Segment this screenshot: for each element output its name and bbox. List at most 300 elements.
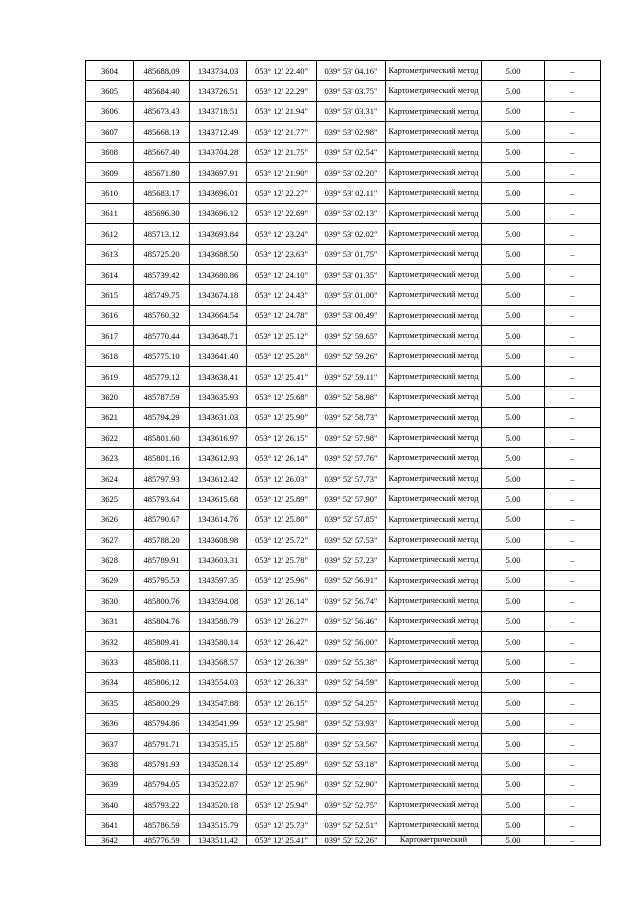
point-number-cell: 3616 [86,305,134,325]
latitude-cell: 053° 12' 25.68" [247,387,317,407]
table-row [86,122,601,142]
accuracy-cell: 5.00 [482,754,545,774]
point-number-cell: 3641 [86,815,134,835]
y-coordinate-cell: 1343674.18 [190,285,247,305]
y-coordinate-cell: 1343594.08 [190,591,247,611]
table-row [86,387,601,407]
x-coordinate-cell: 485797.93 [134,468,190,488]
table-row [86,652,601,672]
accuracy-cell: 5.00 [482,428,545,448]
accuracy-cell: 5.00 [482,142,545,162]
latitude-cell: 053° 12' 21.90" [247,162,317,182]
x-coordinate-cell: 485684.40 [134,81,190,101]
table-row [86,285,601,305]
method-cell: Картометрический метод [386,407,482,427]
table-row [86,550,601,570]
accuracy-cell: 5.00 [482,203,545,223]
y-coordinate-cell: 1343580.14 [190,631,247,651]
latitude-cell: 053° 12' 26.15" [247,693,317,713]
point-number-cell: 3635 [86,693,134,713]
method-cell: Картометрический метод [386,774,482,794]
longitude-cell: 039° 53' 00.49" [317,305,386,325]
note-cell: – [545,203,601,223]
method-cell: Картометрический метод [386,693,482,713]
point-number-cell: 3639 [86,774,134,794]
method-cell: Картометрический метод [386,81,482,101]
latitude-cell: 053° 12' 26.42" [247,631,317,651]
note-cell: – [545,489,601,509]
note-cell: – [545,591,601,611]
method-cell: Картометрический метод [386,203,482,223]
x-coordinate-cell: 485696.30 [134,203,190,223]
y-coordinate-cell: 1343704.28 [190,142,247,162]
x-coordinate-cell: 485794.86 [134,713,190,733]
note-cell: – [545,61,601,81]
y-coordinate-cell: 1343641.40 [190,346,247,366]
y-coordinate-cell: 1343616.97 [190,428,247,448]
table-row [86,754,601,774]
note-cell: – [545,835,601,845]
x-coordinate-cell: 485806.12 [134,672,190,692]
table-row [86,448,601,468]
note-cell: – [545,346,601,366]
method-cell: Картометрический метод [386,489,482,509]
method-cell: Картометрический метод [386,162,482,182]
accuracy-cell: 5.00 [482,224,545,244]
point-number-cell: 3636 [86,713,134,733]
x-coordinate-cell: 485688.09 [134,61,190,81]
longitude-cell: 039° 53' 02.02" [317,224,386,244]
point-number-cell: 3629 [86,570,134,590]
note-cell: – [545,81,601,101]
x-coordinate-cell: 485800.29 [134,693,190,713]
table-row [86,61,601,81]
x-coordinate-cell: 485793.64 [134,489,190,509]
point-number-cell: 3637 [86,733,134,753]
x-coordinate-cell: 485713.12 [134,224,190,244]
y-coordinate-cell: 1343535.15 [190,733,247,753]
note-cell: – [545,570,601,590]
longitude-cell: 039° 52' 52.90" [317,774,386,794]
latitude-cell: 053° 12' 22.69" [247,203,317,223]
latitude-cell: 053° 12' 22.29" [247,81,317,101]
longitude-cell: 039° 52' 58.73" [317,407,386,427]
x-coordinate-cell: 485673.43 [134,101,190,121]
x-coordinate-cell: 485779.12 [134,366,190,386]
point-number-cell: 3611 [86,203,134,223]
point-number-cell: 3615 [86,285,134,305]
x-coordinate-cell: 485794.29 [134,407,190,427]
latitude-cell: 053° 12' 26.03" [247,468,317,488]
x-coordinate-cell: 485739.42 [134,264,190,284]
table-body [86,61,601,846]
method-cell: Картометрический метод [386,795,482,815]
table-row [86,142,601,162]
x-coordinate-cell: 485794.05 [134,774,190,794]
method-cell: Картометрический метод [386,754,482,774]
accuracy-cell: 5.00 [482,713,545,733]
y-coordinate-cell: 1343734.03 [190,61,247,81]
note-cell: – [545,713,601,733]
accuracy-cell: 5.00 [482,468,545,488]
latitude-cell: 053° 12' 23.24" [247,224,317,244]
longitude-cell: 039° 52' 54.59" [317,672,386,692]
x-coordinate-cell: 485804.76 [134,611,190,631]
method-cell: Картометрический метод [386,672,482,692]
method-cell: Картометрический метод [386,305,482,325]
y-coordinate-cell: 1343541.99 [190,713,247,733]
note-cell: – [545,326,601,346]
method-cell: Картометрический метод [386,61,482,81]
longitude-cell: 039° 52' 57.23" [317,550,386,570]
method-cell: Картометрический метод [386,815,482,835]
point-number-cell: 3631 [86,611,134,631]
x-coordinate-cell: 485749.75 [134,285,190,305]
note-cell: – [545,224,601,244]
y-coordinate-cell: 1343568.57 [190,652,247,672]
accuracy-cell: 5.00 [482,162,545,182]
latitude-cell: 053° 12' 22.40" [247,61,317,81]
method-cell: Картометрический метод [386,142,482,162]
method-cell: Картометрический метод [386,611,482,631]
point-number-cell: 3608 [86,142,134,162]
accuracy-cell: 5.00 [482,407,545,427]
latitude-cell: 053° 12' 24.10" [247,264,317,284]
x-coordinate-cell: 485791.71 [134,733,190,753]
table-row [86,631,601,651]
latitude-cell: 053° 12' 26.14" [247,591,317,611]
table-row [86,101,601,121]
note-cell: – [545,407,601,427]
table-row [86,815,601,835]
point-number-cell: 3621 [86,407,134,427]
longitude-cell: 039° 52' 57.76" [317,448,386,468]
x-coordinate-cell: 485776.59 [134,835,190,845]
point-number-cell: 3624 [86,468,134,488]
table-row [86,428,601,448]
y-coordinate-cell: 1343648.71 [190,326,247,346]
longitude-cell: 039° 52' 59.26" [317,346,386,366]
accuracy-cell: 5.00 [482,509,545,529]
method-cell: Картометрический метод [386,101,482,121]
note-cell: – [545,774,601,794]
latitude-cell: 053° 12' 26.14" [247,448,317,468]
x-coordinate-cell: 485788.20 [134,529,190,549]
note-cell: – [545,509,601,529]
method-cell: Картометрический метод [386,366,482,386]
accuracy-cell: 5.00 [482,815,545,835]
accuracy-cell: 5.00 [482,183,545,203]
longitude-cell: 039° 52' 56.74" [317,591,386,611]
latitude-cell: 053° 12' 25.89" [247,489,317,509]
longitude-cell: 039° 53' 02.20" [317,162,386,182]
longitude-cell: 039° 52' 58.98" [317,387,386,407]
latitude-cell: 053° 12' 25.88" [247,733,317,753]
x-coordinate-cell: 485671.80 [134,162,190,182]
note-cell: – [545,183,601,203]
point-number-cell: 3638 [86,754,134,774]
y-coordinate-cell: 1343664.54 [190,305,247,325]
accuracy-cell: 5.00 [482,81,545,101]
latitude-cell: 053° 12' 26.27" [247,611,317,631]
table-row [86,509,601,529]
longitude-cell: 039° 52' 52.51" [317,815,386,835]
note-cell: – [545,795,601,815]
point-number-cell: 3610 [86,183,134,203]
method-cell: Картометрический метод [386,428,482,448]
longitude-cell: 039° 52' 57.90" [317,489,386,509]
method-cell: Картометрический метод [386,183,482,203]
x-coordinate-cell: 485770.44 [134,326,190,346]
table-row [86,672,601,692]
longitude-cell: 039° 52' 53.18" [317,754,386,774]
latitude-cell: 053° 12' 25.89" [247,754,317,774]
table-row [86,366,601,386]
accuracy-cell: 5.00 [482,550,545,570]
latitude-cell: 053° 12' 25.73" [247,815,317,835]
latitude-cell: 053° 12' 25.41" [247,366,317,386]
point-number-cell: 3634 [86,672,134,692]
point-number-cell: 3620 [86,387,134,407]
longitude-cell: 039° 53' 01.00" [317,285,386,305]
y-coordinate-cell: 1343597.35 [190,570,247,590]
y-coordinate-cell: 1343693.84 [190,224,247,244]
y-coordinate-cell: 1343697.91 [190,162,247,182]
accuracy-cell: 5.00 [482,101,545,121]
latitude-cell: 053° 12' 21.77" [247,122,317,142]
y-coordinate-cell: 1343718.51 [190,101,247,121]
accuracy-cell: 5.00 [482,264,545,284]
y-coordinate-cell: 1343528.14 [190,754,247,774]
latitude-cell: 053° 12' 25.90" [247,407,317,427]
y-coordinate-cell: 1343631.03 [190,407,247,427]
point-number-cell: 3633 [86,652,134,672]
accuracy-cell: 5.00 [482,305,545,325]
latitude-cell: 053° 12' 24.43" [247,285,317,305]
accuracy-cell: 5.00 [482,795,545,815]
latitude-cell: 053° 12' 25.41" [247,835,317,845]
latitude-cell: 053° 12' 25.96" [247,774,317,794]
table-row [86,795,601,815]
point-number-cell: 3609 [86,162,134,182]
point-number-cell: 3642 [86,835,134,845]
y-coordinate-cell: 1343696.01 [190,183,247,203]
longitude-cell: 039° 52' 57.85" [317,509,386,529]
table-row [86,264,601,284]
method-cell: Картометрический метод [386,264,482,284]
y-coordinate-cell: 1343712.49 [190,122,247,142]
x-coordinate-cell: 485683.17 [134,183,190,203]
latitude-cell: 053° 12' 24.78" [247,305,317,325]
x-coordinate-cell: 485786.59 [134,815,190,835]
table-row [86,203,601,223]
x-coordinate-cell: 485667.40 [134,142,190,162]
note-cell: – [545,162,601,182]
longitude-cell: 039° 52' 54.25" [317,693,386,713]
accuracy-cell: 5.00 [482,244,545,264]
note-cell: – [545,387,601,407]
note-cell: – [545,529,601,549]
x-coordinate-cell: 485668.13 [134,122,190,142]
latitude-cell: 053° 12' 25.80" [247,509,317,529]
point-number-cell: 3625 [86,489,134,509]
method-cell: Картометрический метод [386,631,482,651]
accuracy-cell: 5.00 [482,326,545,346]
table-row [86,81,601,101]
method-cell: Картометрический метод [386,468,482,488]
note-cell: – [545,693,601,713]
note-cell: – [545,244,601,264]
latitude-cell: 053° 12' 25.78" [247,550,317,570]
latitude-cell: 053° 12' 21.75" [247,142,317,162]
table-row [86,468,601,488]
note-cell: – [545,652,601,672]
longitude-cell: 039° 52' 56.00" [317,631,386,651]
note-cell: – [545,101,601,121]
x-coordinate-cell: 485801.60 [134,428,190,448]
method-cell: Картометрический метод [386,509,482,529]
x-coordinate-cell: 485808.11 [134,652,190,672]
method-cell: Картометрический метод [386,346,482,366]
longitude-cell: 039° 52' 52.26" [317,835,386,845]
accuracy-cell: 5.00 [482,733,545,753]
x-coordinate-cell: 485801.16 [134,448,190,468]
y-coordinate-cell: 1343612.42 [190,468,247,488]
method-cell: Картометрический метод [386,244,482,264]
y-coordinate-cell: 1343515.79 [190,815,247,835]
accuracy-cell: 5.00 [482,631,545,651]
longitude-cell: 039° 52' 57.53" [317,529,386,549]
accuracy-cell: 5.00 [482,774,545,794]
x-coordinate-cell: 485790.67 [134,509,190,529]
point-number-cell: 3607 [86,122,134,142]
method-cell: Картометрический метод [386,285,482,305]
y-coordinate-cell: 1343588.79 [190,611,247,631]
table-row [86,835,601,845]
note-cell: – [545,142,601,162]
method-cell: Картометрический метод [386,529,482,549]
note-cell: – [545,815,601,835]
point-number-cell: 3626 [86,509,134,529]
method-cell: Картометрический метод [386,652,482,672]
longitude-cell: 039° 53' 03.31" [317,101,386,121]
x-coordinate-cell: 485760.32 [134,305,190,325]
point-number-cell: 3632 [86,631,134,651]
table-row [86,529,601,549]
longitude-cell: 039° 53' 04.16" [317,61,386,81]
x-coordinate-cell: 485791.93 [134,754,190,774]
table-row [86,611,601,631]
point-number-cell: 3613 [86,244,134,264]
x-coordinate-cell: 485787.59 [134,387,190,407]
point-number-cell: 3618 [86,346,134,366]
method-cell: Картометрический метод [386,733,482,753]
accuracy-cell: 5.00 [482,489,545,509]
table-row [86,733,601,753]
method-cell: Картометрический метод [386,550,482,570]
y-coordinate-cell: 1343608.98 [190,529,247,549]
longitude-cell: 039° 53' 01.75" [317,244,386,264]
latitude-cell: 053° 12' 25.72" [247,529,317,549]
point-number-cell: 3606 [86,101,134,121]
point-number-cell: 3623 [86,448,134,468]
note-cell: – [545,550,601,570]
y-coordinate-cell: 1343612.93 [190,448,247,468]
longitude-cell: 039° 52' 52.75" [317,795,386,815]
y-coordinate-cell: 1343680.86 [190,264,247,284]
latitude-cell: 053° 12' 23.63" [247,244,317,264]
y-coordinate-cell: 1343554.03 [190,672,247,692]
method-cell: Картометрический метод [386,224,482,244]
x-coordinate-cell: 485789.91 [134,550,190,570]
table-row [86,713,601,733]
note-cell: – [545,428,601,448]
point-number-cell: 3627 [86,529,134,549]
note-cell: – [545,305,601,325]
method-cell: Картометрический метод [386,326,482,346]
longitude-cell: 039° 52' 55.38" [317,652,386,672]
point-number-cell: 3622 [86,428,134,448]
latitude-cell: 053° 12' 25.98" [247,713,317,733]
y-coordinate-cell: 1343615.68 [190,489,247,509]
accuracy-cell: 5.00 [482,387,545,407]
table-row [86,326,601,346]
table-row [86,305,601,325]
accuracy-cell: 5.00 [482,835,545,845]
y-coordinate-cell: 1343520.18 [190,795,247,815]
y-coordinate-cell: 1343638.41 [190,366,247,386]
x-coordinate-cell: 485809.41 [134,631,190,651]
accuracy-cell: 5.00 [482,693,545,713]
table-row [86,346,601,366]
coordinates-table [85,60,601,846]
accuracy-cell: 5.00 [482,285,545,305]
table-row [86,570,601,590]
x-coordinate-cell: 485793.22 [134,795,190,815]
accuracy-cell: 5.00 [482,570,545,590]
y-coordinate-cell: 1343547.88 [190,693,247,713]
method-cell: Картометрический метод [386,122,482,142]
method-cell: Картометрический метод [386,713,482,733]
latitude-cell: 053° 12' 22.27" [247,183,317,203]
point-number-cell: 3640 [86,795,134,815]
point-number-cell: 3628 [86,550,134,570]
longitude-cell: 039° 52' 59.65" [317,326,386,346]
note-cell: – [545,264,601,284]
point-number-cell: 3619 [86,366,134,386]
x-coordinate-cell: 485775.10 [134,346,190,366]
table-row [86,591,601,611]
longitude-cell: 039° 53' 01.35" [317,264,386,284]
accuracy-cell: 5.00 [482,366,545,386]
point-number-cell: 3630 [86,591,134,611]
table-row [86,489,601,509]
note-cell: – [545,468,601,488]
latitude-cell: 053° 12' 25.96" [247,570,317,590]
method-cell: Картометрический метод [386,387,482,407]
x-coordinate-cell: 485800.76 [134,591,190,611]
latitude-cell: 053° 12' 25.94" [247,795,317,815]
x-coordinate-cell: 485725.20 [134,244,190,264]
note-cell: – [545,285,601,305]
note-cell: – [545,754,601,774]
accuracy-cell: 5.00 [482,611,545,631]
table-row [86,183,601,203]
accuracy-cell: 5.00 [482,448,545,468]
accuracy-cell: 5.00 [482,61,545,81]
accuracy-cell: 5.00 [482,122,545,142]
table-row [86,162,601,182]
